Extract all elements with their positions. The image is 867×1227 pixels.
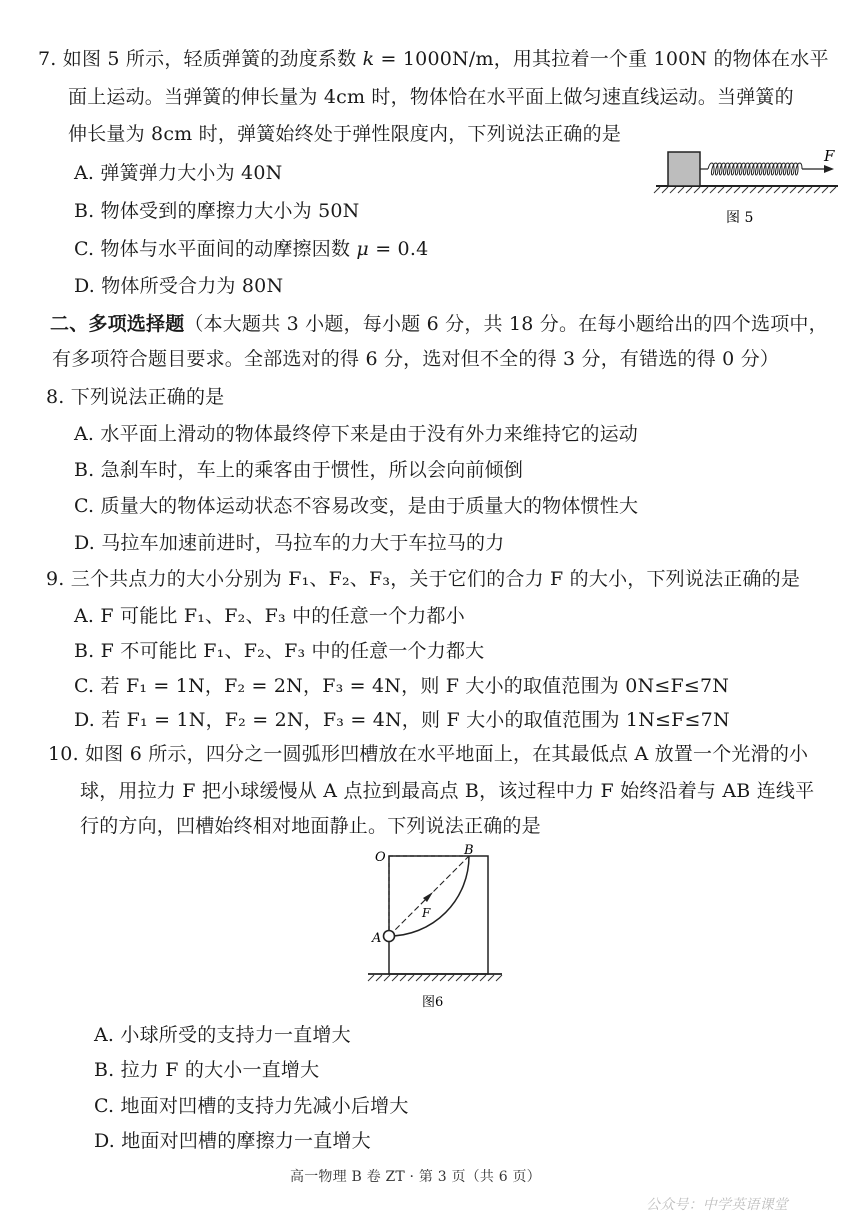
section-2-instructions-1: （本大题共 3 小题，每小题 6 分，共 18 分。在每小题给出的四个选项中， (184, 313, 828, 335)
q10-option-d: D. 地面对凹槽的摩擦力一直增大 (94, 1130, 371, 1152)
q8-stem: 8. 下列说法正确的是 (46, 386, 225, 408)
section-2-title: 二、多项选择题 (50, 313, 185, 335)
fig5-block (668, 152, 700, 186)
fig6-groove-body (389, 856, 488, 974)
q10-option-b: B. 拉力 F 的大小一直增大 (94, 1059, 320, 1081)
q7-option-c (74, 236, 428, 262)
q10-option-c: C. 地面对凹槽的支持力先减小后增大 (94, 1095, 409, 1117)
q7-mu-symbol: μ (356, 238, 369, 260)
q7-option-a: A. 弹簧弹力大小为 40N (74, 162, 283, 184)
q7-line-3: 伸长量为 8cm 时，弹簧始终处于弹性限度内，下列说法正确的是 (68, 123, 622, 145)
figure-6-groove (360, 842, 510, 1020)
q8-option-a: A. 水平面上滑动的物体最终停下来是由于没有外力来维持它的运动 (74, 423, 639, 445)
q8-option-d: D. 马拉车加速前进时，马拉车的力大于车拉马的力 (74, 532, 505, 554)
q8-option-b: B. 急刹车时，车上的乘客由于惯性，所以会向前倾倒 (74, 459, 524, 481)
q9-option-d: D. 若 F₁ = 1N，F₂ = 2N，F₃ = 4N，则 F 大小的取值范围为 1N≤F≤7N (74, 709, 730, 731)
q7-option-c-value: = 0.4 (368, 238, 429, 260)
q7-line-1-part-a: 7. 如图 5 所示，轻质弹簧的劲度系数 (38, 48, 363, 70)
q10-line-3: 行的方向，凹槽始终相对地面静止。下列说法正确的是 (80, 815, 541, 837)
q10-line-2: 球，用拉力 F 把小球缓慢从 A 点拉到最高点 B，该过程中力 F 始终沿着与 AB 连线平 (80, 780, 815, 802)
q10-option-a: A. 小球所受的支持力一直增大 (94, 1024, 351, 1046)
section-2-instructions-2: 有多项符合题目要求。全部选对的得 6 分，选对但不全的得 3 分，有错选的得 0 分） (52, 348, 780, 370)
q7-line-2: 面上运动。当弹簧的伸长量为 4cm 时，物体恰在水平面上做匀速直线运动。当弹簧的 (68, 86, 794, 108)
fig6-ball (384, 931, 395, 942)
figure-5-spring-block (652, 140, 848, 232)
q7-option-c-text: C. 物体与水平面间的动摩擦因数 (74, 238, 357, 260)
fig6-label-f: F (422, 906, 431, 920)
q7-line-1-part-b: = 1000N/m，用其拉着一个重 100N 的物体在水平 (374, 48, 829, 70)
q7-option-d: D. 物体所受合力为 80N (74, 275, 284, 297)
fig5-ground-hatching (654, 187, 836, 193)
fig6-label-o: O (375, 850, 386, 865)
fig6-label-a: A (372, 931, 382, 946)
q9-stem: 9. 三个共点力的大小分别为 F₁、F₂、F₃，关于它们的合力 F 的大小，下列说法正确的是 (46, 568, 801, 590)
q10-line-1: 10. 如图 6 所示，四分之一圆弧形凹槽放在水平地面上，在其最低点 A 放置一个光滑的小 (48, 743, 809, 765)
section-2-heading-line-1 (50, 311, 828, 337)
fig6-caption: 图6 (422, 995, 444, 1010)
fig6-label-b: B (464, 843, 474, 858)
watermark: 公众号：中学英语课堂 (646, 1197, 788, 1213)
fig5-caption: 图 5 (726, 210, 754, 226)
q7-option-b: B. 物体受到的摩擦力大小为 50N (74, 200, 360, 222)
q9-option-a: A. F 可能比 F₁、F₂、F₃ 中的任意一个力都小 (74, 605, 465, 627)
q8-option-c: C. 质量大的物体运动状态不容易改变，是由于质量大的物体惯性大 (74, 495, 639, 517)
q7-k-symbol: k (362, 48, 375, 70)
q9-option-c: C. 若 F₁ = 1N，F₂ = 2N，F₃ = 4N，则 F 大小的取值范围为 0N≤F≤7N (74, 675, 730, 697)
fig6-ground-hatching (368, 975, 502, 981)
q7-line-1 (38, 46, 829, 72)
footer-page-info: 高一物理 B 卷 ZT · 第 3 页（共 6 页） (290, 1169, 541, 1185)
fig5-spring (708, 163, 802, 175)
fig5-force-label: F (824, 147, 835, 165)
q9-option-b: B. F 不可能比 F₁、F₂、F₃ 中的任意一个力都大 (74, 640, 485, 662)
